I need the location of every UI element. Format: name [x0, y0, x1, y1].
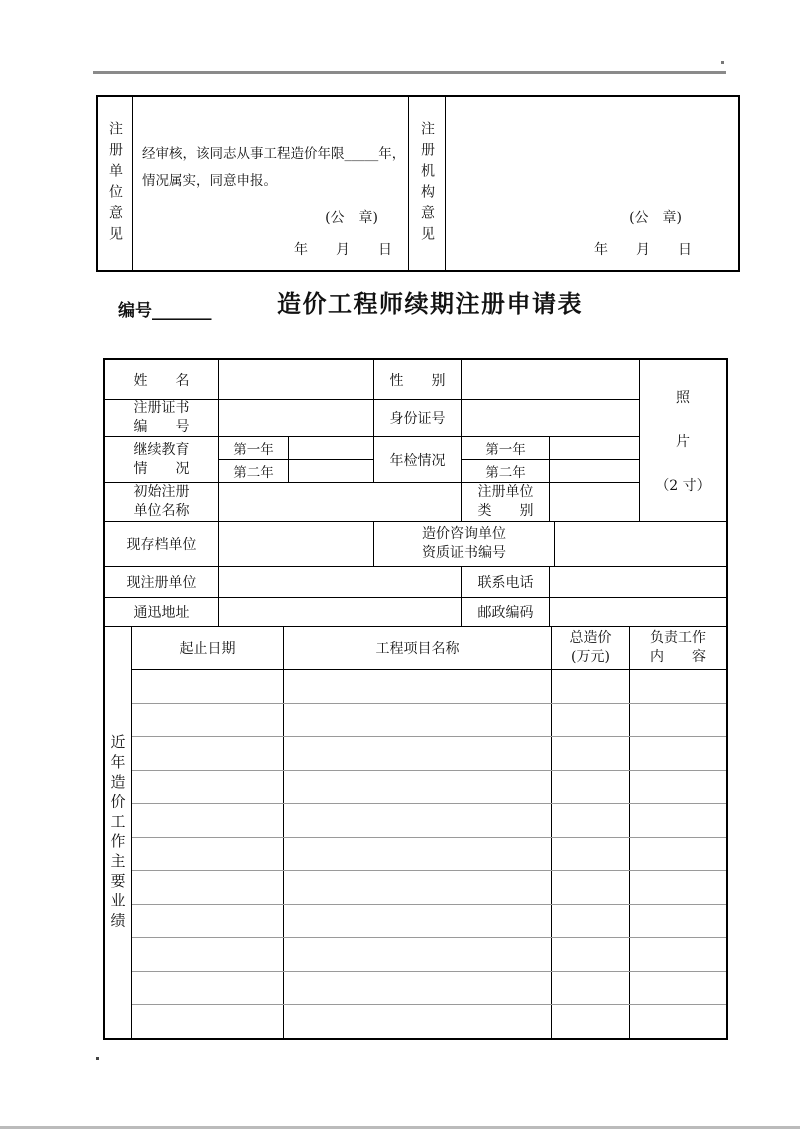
row-initial-registration — [105, 483, 639, 522]
performance-empty-row — [132, 771, 726, 805]
performance-empty-cell — [630, 704, 726, 737]
header-total-cost-line2: (万元) — [571, 649, 610, 665]
performance-empty-row — [132, 804, 726, 838]
education-year1-label: 第一年 — [219, 437, 289, 459]
address-label: 通迅地址 — [105, 598, 219, 627]
registration-unit-opinion-label: 注册单位意见 — [98, 97, 133, 270]
performance-empty-cell — [630, 938, 726, 971]
check-year2-row — [462, 460, 639, 482]
name-label: 姓 名 — [105, 360, 219, 400]
performance-empty-cell — [552, 938, 630, 971]
education-year2-label: 第二年 — [219, 460, 289, 482]
performance-empty-cell — [132, 871, 284, 904]
certificate-number-label-line1: 注册证书 — [133, 400, 190, 416]
education-year1-value-cell — [289, 437, 373, 459]
opinion-text-line2: 情况属实，同意申报。 — [142, 173, 277, 189]
performance-empty-rows — [132, 670, 726, 1038]
row-current-unit — [105, 567, 726, 598]
current-registration-unit-label: 现注册单位 — [105, 567, 219, 598]
phone-value-cell — [550, 567, 726, 598]
certificate-number-value-cell — [219, 400, 374, 437]
row-name — [105, 360, 639, 400]
performance-empty-row — [132, 938, 726, 972]
performance-empty-cell — [284, 905, 552, 938]
date-blank-line: 年 月 日 — [594, 242, 692, 258]
certificate-number-label — [105, 400, 219, 437]
row-certificate — [105, 400, 639, 437]
performance-empty-cell — [630, 838, 726, 871]
performance-empty-cell — [132, 905, 284, 938]
performance-header-row — [132, 627, 726, 670]
registration-unit-type-label-line2: 类 别 — [477, 503, 534, 519]
performance-empty-cell — [284, 737, 552, 770]
registration-unit-type-label — [462, 483, 550, 522]
performance-empty-cell — [552, 737, 630, 770]
performance-empty-cell — [630, 737, 726, 770]
initial-registration-label — [105, 483, 219, 522]
application-form-table — [103, 358, 728, 1040]
header-date-range: 起止日期 — [132, 627, 284, 670]
performance-empty-row — [132, 737, 726, 771]
initial-registration-label-line2: 单位名称 — [133, 503, 190, 519]
performance-empty-cell — [552, 804, 630, 837]
continuing-education-label-line2: 情 况 — [133, 460, 190, 477]
performance-empty-row — [132, 871, 726, 905]
performance-empty-cell — [630, 670, 726, 703]
header-total-cost-line1: 总造价 — [569, 630, 612, 646]
performance-empty-cell — [284, 838, 552, 871]
performance-empty-cell — [132, 1005, 284, 1038]
photo-cell — [639, 360, 726, 522]
registration-unit-type-label-line1: 注册单位 — [477, 484, 534, 500]
opinion-text-line1: 经审核，该同志从事工程造价年限_____年， — [142, 146, 406, 162]
check-year1-label: 第一年 — [462, 437, 550, 459]
official-seal-label: (公 章) — [629, 210, 682, 226]
official-seal-label: (公 章) — [325, 210, 378, 226]
performance-empty-cell — [132, 972, 284, 1005]
education-year2-row — [219, 460, 373, 482]
performance-empty-cell — [284, 938, 552, 971]
page-mark-bottom — [96, 1057, 99, 1060]
header-responsibility-line2: 内 容 — [650, 649, 706, 665]
performance-empty-cell — [630, 804, 726, 837]
performance-empty-cell — [630, 972, 726, 1005]
postcode-value-cell — [550, 598, 726, 627]
performance-empty-row — [132, 905, 726, 939]
header-responsibility — [630, 627, 726, 670]
page-edge-line — [0, 1126, 800, 1129]
photo-size-label: （2 寸） — [655, 477, 711, 494]
consulting-certificate-label — [374, 522, 555, 567]
performance-empty-cell — [552, 670, 630, 703]
check-year2-value-cell — [550, 460, 639, 482]
consulting-certificate-label-line1: 造价咨询单位 — [422, 526, 506, 542]
performance-empty-cell — [132, 670, 284, 703]
header-rule — [93, 71, 726, 74]
address-value-cell — [219, 598, 462, 627]
performance-empty-cell — [630, 771, 726, 804]
performance-empty-cell — [284, 1005, 552, 1038]
performance-empty-cell — [132, 838, 284, 871]
consulting-certificate-value-cell — [555, 522, 726, 567]
performance-empty-cell — [552, 871, 630, 904]
performance-empty-cell — [132, 771, 284, 804]
photo-label-2: 片 — [676, 433, 690, 450]
performance-empty-cell — [132, 737, 284, 770]
consulting-certificate-label-line2: 资质证书编号 — [422, 545, 506, 561]
check-year2-label: 第二年 — [462, 460, 550, 482]
performance-empty-cell — [630, 1005, 726, 1038]
header-responsibility-line1: 负责工作 — [650, 630, 706, 646]
performance-empty-row — [132, 1005, 726, 1038]
performance-section — [105, 627, 726, 1038]
header-project-name: 工程项目名称 — [284, 627, 552, 670]
performance-empty-cell — [132, 938, 284, 971]
page-title: 造价工程师续期注册申请表 — [277, 290, 583, 318]
postcode-label: 邮政编码 — [462, 598, 550, 627]
education-year2-value-cell — [289, 460, 373, 482]
certificate-number-label-line2: 编 号 — [133, 419, 190, 435]
registration-agency-opinion-cell — [446, 97, 738, 270]
continuing-education-years-cell — [219, 437, 374, 483]
performance-empty-cell — [284, 972, 552, 1005]
performance-empty-cell — [552, 905, 630, 938]
continuing-education-label — [105, 437, 219, 483]
performance-empty-cell — [552, 771, 630, 804]
performance-empty-cell — [284, 771, 552, 804]
phone-label: 联系电话 — [462, 567, 550, 598]
performance-empty-cell — [630, 871, 726, 904]
continuing-education-label-line1: 继续教育 — [133, 441, 190, 458]
performance-empty-cell — [630, 905, 726, 938]
check-year1-row — [462, 437, 639, 460]
performance-table — [132, 627, 726, 1038]
performance-empty-cell — [552, 704, 630, 737]
current-registration-unit-value-cell — [219, 567, 462, 598]
photo-label-1: 照 — [676, 389, 690, 406]
performance-empty-cell — [284, 670, 552, 703]
performance-empty-cell — [552, 972, 630, 1005]
performance-empty-cell — [284, 804, 552, 837]
archive-unit-label: 现存档单位 — [105, 522, 219, 567]
performance-empty-cell — [552, 838, 630, 871]
performance-empty-row — [132, 838, 726, 872]
name-value-cell — [219, 360, 374, 400]
performance-empty-cell — [132, 704, 284, 737]
performance-empty-row — [132, 972, 726, 1006]
registration-unit-type-value-cell — [550, 483, 639, 522]
performance-empty-row — [132, 704, 726, 738]
registration-unit-opinion-cell — [133, 97, 409, 270]
row-archive-unit — [105, 522, 726, 567]
archive-unit-value-cell — [219, 522, 374, 567]
performance-empty-cell — [132, 804, 284, 837]
date-blank-line: 年 月 日 — [294, 242, 392, 258]
form-number-blank: 编号_______ — [118, 301, 212, 321]
annual-check-years-cell — [462, 437, 639, 483]
education-year1-row — [219, 437, 373, 460]
check-year1-value-cell — [550, 437, 639, 459]
performance-empty-cell — [284, 704, 552, 737]
annual-check-label: 年检情况 — [374, 437, 462, 483]
id-number-label: 身份证号 — [374, 400, 462, 437]
gender-value-cell — [462, 360, 639, 400]
performance-empty-cell — [284, 871, 552, 904]
header-total-cost — [552, 627, 630, 670]
performance-empty-cell — [552, 1005, 630, 1038]
row-education-check — [105, 437, 639, 483]
page-mark-top — [721, 61, 724, 64]
personal-info-block — [105, 360, 726, 627]
initial-registration-label-line1: 初始注册 — [133, 484, 190, 500]
performance-empty-row — [132, 670, 726, 704]
opinion-table — [96, 95, 740, 272]
initial-registration-value-cell — [219, 483, 462, 522]
row-address — [105, 598, 726, 627]
registration-agency-opinion-label: 注册机构意见 — [409, 97, 446, 270]
gender-label: 性 别 — [374, 360, 462, 400]
id-number-value-cell — [462, 400, 639, 437]
performance-side-label: 近年造价工作主要业绩 — [105, 627, 132, 1038]
